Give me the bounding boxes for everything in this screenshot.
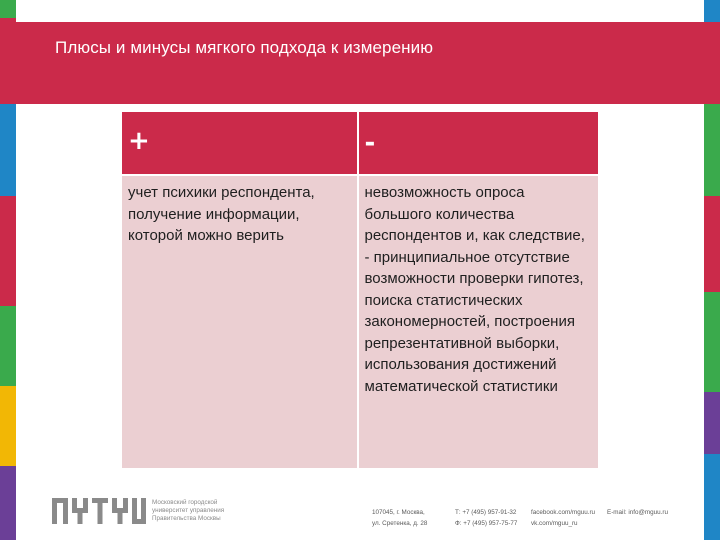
vk-link[interactable]: vk.com/mguu_ru xyxy=(531,520,578,527)
minus-text: невозможность опроса большого количества респондентов и, как следствие, - принципиальное отсутствие возможности проверки гипотез, поиска статистических закономерностей, построения репрезентативной выборки, использования достижений математической статистики xyxy=(359,176,599,468)
phone-line-1: Т: +7 (495) 957-91-32 xyxy=(455,509,517,516)
footer-address xyxy=(372,507,427,529)
plus-header-cell xyxy=(122,112,357,174)
university-name: Московский городской университет управления Правительства Москвы xyxy=(152,499,225,522)
slide-title: Плюсы и минусы мягкого подхода к измерению xyxy=(55,38,434,57)
footer-email xyxy=(607,507,668,518)
address-line-2: ул. Сретенка, д. 28 xyxy=(372,520,428,527)
footer-phones xyxy=(455,507,517,529)
facebook-link[interactable]: facebook.com/mguu.ru xyxy=(531,509,596,516)
footer-social xyxy=(531,507,595,529)
phone-line-2: Ф: +7 (495) 957-75-77 xyxy=(455,520,518,527)
minus-header: - xyxy=(364,128,376,158)
university-logo-icon xyxy=(52,498,146,524)
table-row xyxy=(122,176,598,468)
minus-header-cell xyxy=(359,112,599,174)
title-banner xyxy=(0,22,720,104)
pros-cons-table xyxy=(120,110,600,470)
address-line-1: 107045, г. Москва, xyxy=(372,509,425,516)
plus-header: + xyxy=(128,126,150,156)
email-link[interactable]: E-mail: info@mguu.ru xyxy=(607,509,668,516)
table-header-row xyxy=(122,112,598,174)
plus-text: учет психики респондента, получение информации, которой можно верить xyxy=(122,176,357,468)
